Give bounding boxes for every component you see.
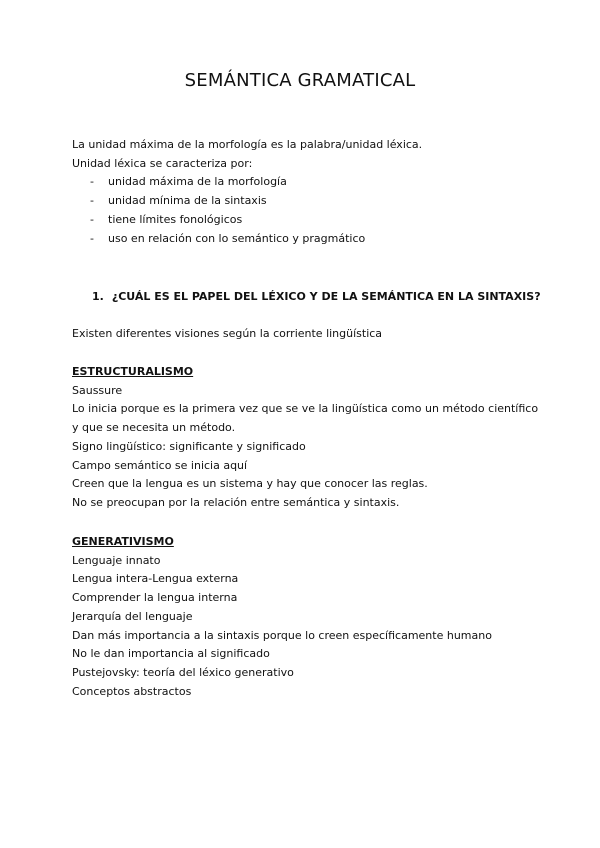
generativismo-line: No le dan importancia al significado <box>72 647 270 661</box>
estructuralismo-line: Saussure <box>72 383 123 397</box>
list-item: - unidad máxima de la morfología <box>72 173 542 192</box>
estructuralismo-line: y que se necesita un método. <box>72 421 236 435</box>
estructuralismo-line: Creen que la lengua es un sistema y hay que conocer las reglas. <box>72 477 428 491</box>
generativismo-line: Dan más importancia a la sintaxis porque lo creen específicamente humano <box>72 628 492 642</box>
generativismo-heading: GENERATIVISMO <box>72 535 174 548</box>
bullet-marker: - <box>90 175 94 189</box>
intro-line-1: La unidad máxima de la morfología es la palabra/unidad léxica. <box>72 138 423 151</box>
estructuralismo-line: Campo semántico se inicia aquí <box>72 458 248 472</box>
estructuralismo-section <box>72 363 542 513</box>
question-number: 1. <box>92 290 104 303</box>
bullet-marker: - <box>90 212 94 226</box>
question-intro-section <box>72 325 542 344</box>
estructuralismo-line: Signo lingüístico: significante y significado <box>72 439 306 453</box>
list-item: - unidad mínima de la sintaxis <box>72 192 542 211</box>
question-text: ¿CUÁL ES EL PAPEL DEL LÉXICO Y DE LA SEMÁNTICA EN LA SINTAXIS? <box>111 290 541 303</box>
intro-section <box>72 136 542 248</box>
generativismo-section <box>72 533 542 701</box>
generativismo-line: Jerarquía del lenguaje <box>72 609 193 623</box>
estructuralismo-line: No se preocupan por la relación entre semántica y sintaxis. <box>72 495 400 509</box>
question-intro: Existen diferentes visiones según la corriente lingüística <box>72 327 383 340</box>
estructuralismo-heading: ESTRUCTURALISMO <box>72 365 194 378</box>
estructuralismo-line: Lo inicia porque es la primera vez que se ve la lingüística como un método científico <box>72 402 539 416</box>
bullet-marker: - <box>90 231 94 245</box>
list-item: - tiene límites fonológicos <box>72 211 542 230</box>
question-heading <box>92 290 541 303</box>
generativismo-line: Conceptos abstractos <box>72 684 192 698</box>
generativismo-line: Pustejovsky: teoría del léxico generativo <box>72 665 294 679</box>
page-title: SEMÁNTICA GRAMATICAL <box>184 70 416 91</box>
generativismo-line: Comprender la lengua interna <box>72 591 238 605</box>
characteristics-list <box>72 173 542 248</box>
generativismo-line: Lenguaje innato <box>72 553 161 567</box>
generativismo-line: Lengua intera-Lengua externa <box>72 572 239 586</box>
intro-line-2: Unidad léxica se caracteriza por: <box>72 156 253 170</box>
list-item: - uso en relación con lo semántico y pragmático <box>72 230 542 249</box>
bullet-marker: - <box>90 194 94 208</box>
